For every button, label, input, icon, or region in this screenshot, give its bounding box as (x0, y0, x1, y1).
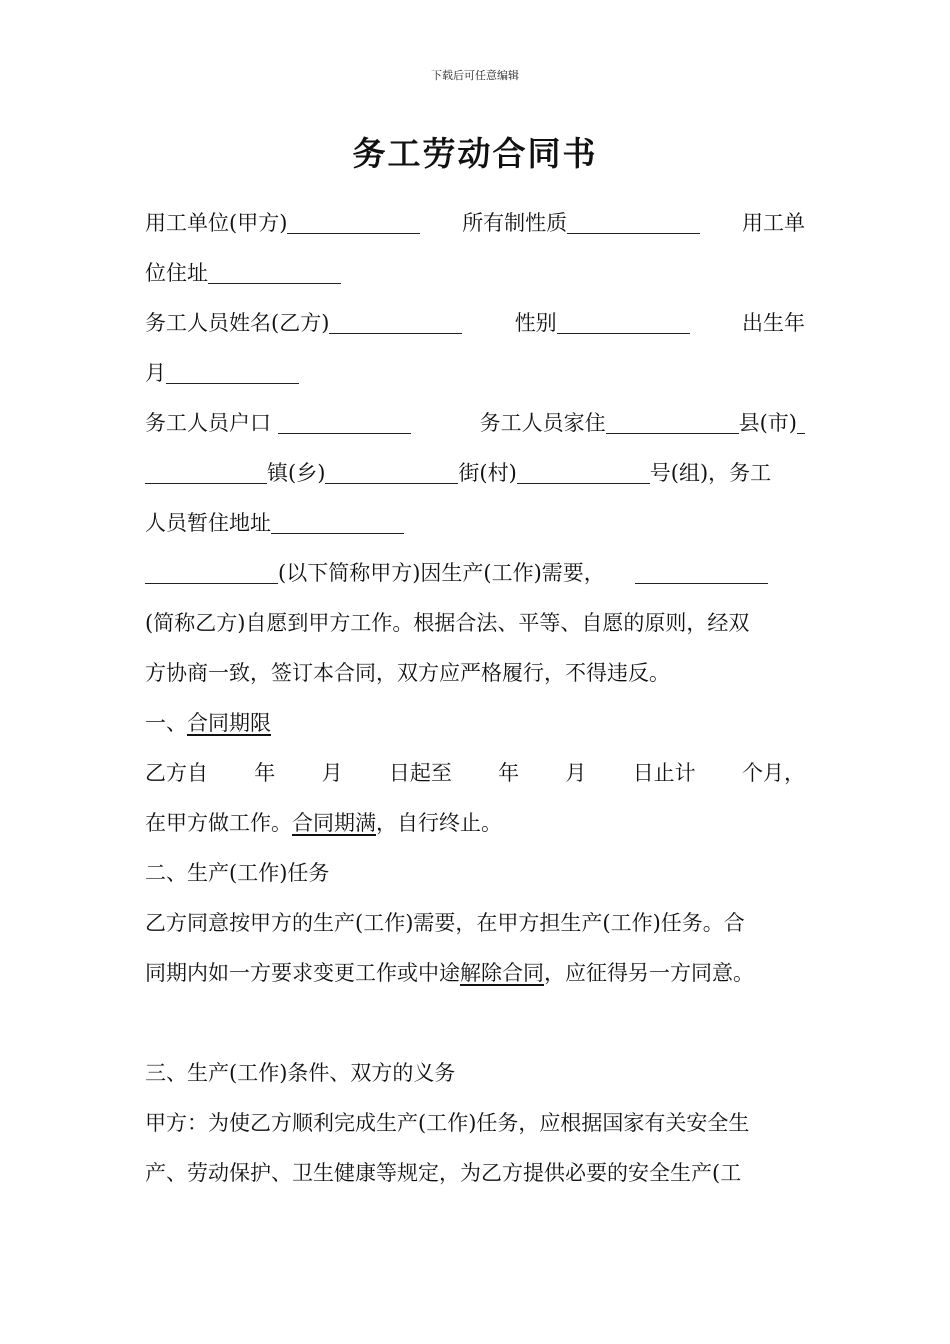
field-line-hukou (145, 398, 805, 448)
worker-name-field (145, 298, 462, 348)
street-label: 街(村) (458, 461, 517, 485)
gender-field (515, 298, 690, 348)
section-1-number: 一、 (145, 711, 187, 735)
section-3-line-1: 甲方：为使乙方顺利完成生产(工作)任务，应根据国家有关安全生 (145, 1111, 750, 1135)
section-2-text: 同期内如一方要求变更工作或中途 (145, 961, 460, 985)
section-1-heading (145, 698, 805, 748)
term-word: 日止计 (632, 761, 696, 785)
term-word: 年 (498, 761, 520, 785)
blank-line (278, 407, 411, 434)
town-label: 镇(乡) (267, 461, 326, 485)
home-field (480, 398, 805, 448)
blank-line (606, 407, 739, 434)
intro-line-2: (简称乙方)自愿到甲方工作。根据合法、平等、自愿的原则，经双 (145, 611, 750, 635)
blank-line (208, 257, 341, 284)
term-word: 日起至 (388, 761, 452, 785)
contract-term-line-2 (145, 798, 805, 848)
section-1-title-link[interactable]: 合同期限 (187, 711, 271, 735)
home-label: 务工人员家住 (479, 411, 606, 435)
hukou-field (145, 398, 411, 448)
contract-expiry-link[interactable]: 合同期满 (292, 811, 376, 835)
worker-name-label: 务工人员姓名(乙方) (145, 311, 330, 335)
document-title: 务工劳动合同书 (352, 134, 598, 173)
term-word: 月 (321, 761, 343, 785)
blank-line (329, 307, 462, 334)
blank-line (145, 557, 278, 584)
blank-line (797, 407, 805, 434)
section-3-line-2: 产、劳动保护、卫生健康等规定，为乙方提供必要的安全生产(工 (145, 1161, 742, 1185)
employer-address-label-a: 用工单 (741, 211, 805, 235)
ownership-field (462, 198, 700, 248)
blank-line (287, 207, 420, 234)
term-word: 月 (565, 761, 587, 785)
section-2-line-1: 乙方同意按甲方的生产(工作)需要，在甲方担生产(工作)任务。合 (145, 911, 745, 935)
temp-address-label: 人员暂住地址 (145, 511, 271, 535)
header-note: 下载后可任意编辑 (431, 69, 519, 82)
term-text-end: ，自行终止。 (376, 811, 502, 835)
blank-line (517, 457, 650, 484)
ownership-label: 所有制性质 (462, 211, 568, 235)
birth-label-a: 出生年 (741, 311, 805, 335)
intro-text: (以下简称甲方)因生产(工作)需要， (278, 561, 605, 585)
gender-label: 性别 (514, 311, 557, 335)
section-2-text-end: ，应征得另一方同意。 (544, 961, 754, 985)
employer-field (145, 198, 420, 248)
field-line-address (145, 248, 805, 298)
birth-label-b: 月 (145, 361, 166, 385)
term-word: 乙方自 (145, 761, 208, 785)
intro-line-1 (145, 548, 805, 598)
county-label: 县(市) (738, 411, 797, 435)
contract-term-line (145, 748, 805, 798)
blank-line (271, 507, 404, 534)
term-word: 个月， (741, 761, 805, 785)
section-2-line-2 (145, 948, 805, 998)
section-3-heading: 三、生产(工作)条件、双方的义务 (145, 1061, 456, 1085)
employer-address-label-b: 位住址 (145, 261, 208, 285)
blank-line (557, 307, 690, 334)
contract-body (145, 198, 805, 1198)
number-label: 号(组)，务工 (649, 461, 772, 485)
field-line-town (145, 448, 805, 498)
blank-line (166, 357, 299, 384)
term-text: 在甲方做工作。 (145, 811, 292, 835)
terminate-contract-link[interactable]: 解除合同 (460, 961, 544, 985)
blank-line (567, 207, 700, 234)
hukou-label: 务工人员户口 (145, 411, 271, 435)
field-line-temp-address (145, 498, 805, 548)
term-word: 年 (254, 761, 276, 785)
blank-line (635, 557, 768, 584)
field-line-employer (145, 198, 805, 248)
field-line-worker (145, 298, 805, 348)
employer-label: 用工单位(甲方) (145, 211, 288, 235)
blank-line (145, 457, 267, 484)
section-2-heading: 二、生产(工作)任务 (145, 861, 330, 885)
field-line-birth (145, 348, 805, 398)
intro-line-3: 方协商一致，签订本合同，双方应严格履行，不得违反。 (145, 661, 670, 685)
paragraph-gap (145, 998, 805, 1048)
blank-line (325, 457, 458, 484)
